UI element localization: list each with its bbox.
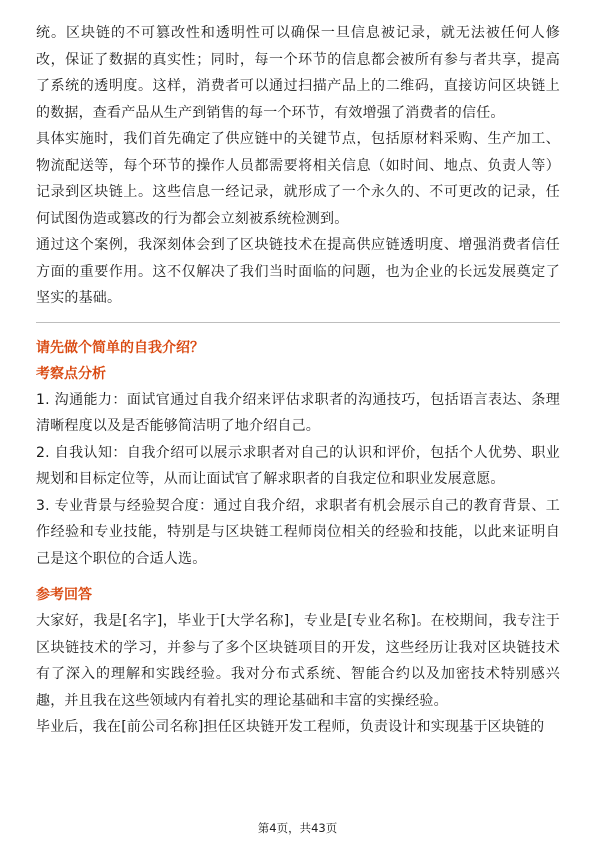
question-title: 请先做个简单的自我介绍？ (36, 339, 204, 356)
section-divider (36, 322, 560, 323)
body-paragraph: 具体实施时，我们首先确定了供应链中的关键节点，包括原材料采购、生产加工、物流配送等，每个环节的操作人员都需要将相关信息（如时间、地点、负责人等）记录到区块链上。这些信息一经记录，就形成了一个永久的、不可更改的记录，任何试图伪造或篡改的行为都会立刻被系统检测到。 (36, 131, 560, 227)
spacer (36, 572, 560, 582)
analysis-heading: 考察点分析 (36, 365, 106, 382)
reference-paragraph: 毕业后，我在[前公司名称]担任区块链开发工程师，负责设计和实现基于区块链的 (36, 719, 545, 735)
analysis-item: 1. 沟通能力：面试官通过自我介绍来评估求职者的沟通技巧，包括语言表达、条理清晰程度以及是否能够简洁明了地介绍自己。 (36, 391, 560, 434)
body-paragraph: 统。区块链的不可篡改性和透明性可以确保一旦信息被记录，就无法被任何人修改，保证了数据的真实性；同时，每一个环节的信息都会被所有参与者共享，提高了系统的透明度。这样，消费者可以通过扫描产品上的二维码，直接访问区块链上的数据，查看产品从生产到销售的每一个环节，有效增强了消费者的信任。 (36, 25, 560, 121)
reference-paragraph: 大家好，我是[名字]，毕业于[大学名称]，专业是[专业名称]。在校期间，我专注于区块链技术的学习，并参与了多个区块链项目的开发，这些经历让我对区块链技术有了深入的理解和实践经验。我对分布式系统、智能合约以及加密技术特别感兴趣，并且我在这些领域内有着扎实的理论基础和丰富的实操经验。 (36, 613, 560, 709)
reference-heading: 参考回答 (36, 587, 92, 603)
analysis-item: 2. 自我认知：自我介绍可以展示求职者对自己的认识和评价，包括个人优势、职业规划和目标定位等，从而让面试官了解求职者的自我定位和职业发展意愿。 (36, 444, 560, 487)
page-number: 第4页，共43页 (257, 821, 338, 835)
document-page (36, 20, 560, 741)
analysis-item: 3. 专业背景与经验契合度：通过自我介绍，求职者有机会展示自己的教育背景、工作经验和专业技能，特别是与区块链工程师岗位相关的经验和技能，以此来证明自己是这个职位的合适人选。 (36, 497, 560, 567)
body-paragraph: 通过这个案例，我深刻体会到了区块链技术在提高供应链透明度、增强消费者信任方面的重要作用。这不仅解决了我们当时面临的问题，也为企业的长远发展奠定了坚实的基础。 (36, 237, 560, 306)
